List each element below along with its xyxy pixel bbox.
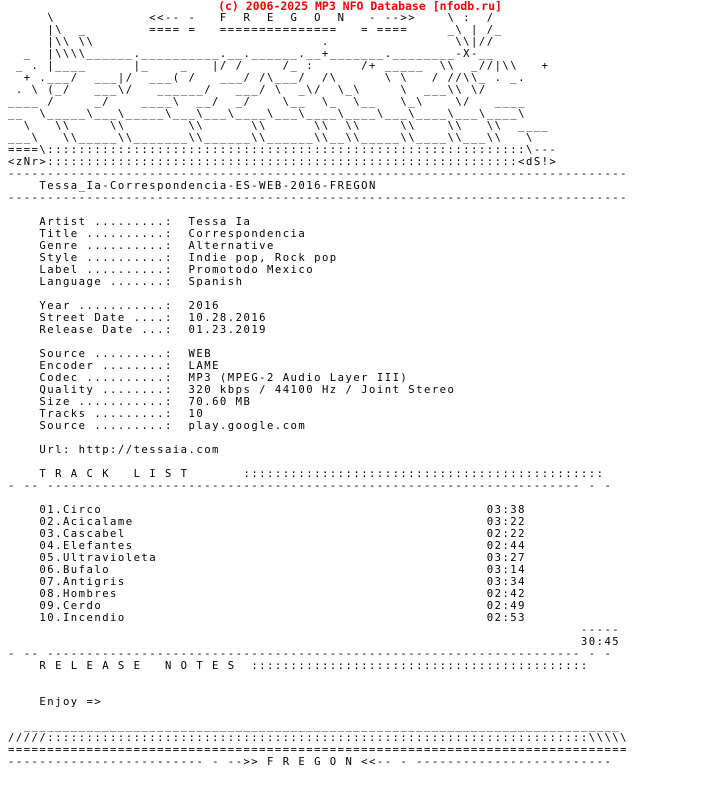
- street-date-label: Street Date ....:: [39, 312, 173, 324]
- track-name: 10.Incendio: [39, 612, 126, 624]
- track-name: 07.Antigris: [39, 576, 126, 588]
- release-notes-dots: :::::::::::::::::::::::::::::::::::::::::::: [251, 660, 589, 672]
- source2-label: Source .........:: [39, 420, 173, 432]
- ascii-art-line: \ \\ \\ \\ \\ \\ \\ \\ \\ \\ ____: [8, 120, 550, 132]
- ascii-art-line: _ |\\\\______.__________.__.______.__+_______.________-X-__: [8, 48, 495, 60]
- track-name: 05.Ultravioleta: [39, 552, 158, 564]
- divider: -------------------------------------------------------------------------------: [8, 192, 628, 204]
- street-date-value: 10.28.2016: [188, 312, 268, 324]
- track-time: 02:49: [486, 600, 527, 612]
- label-value: Promotodo Mexico: [188, 264, 315, 276]
- track-name: 03.Cascabel: [39, 528, 126, 540]
- divider: - -- -------------------------------------------------------------------- - -: [8, 648, 613, 660]
- release-name: Tessa_Ia-Correspondencia-ES-WEB-2016-FREGON: [39, 180, 377, 192]
- track-time: 03:38: [486, 504, 527, 516]
- track-name: 02.Acicalame: [39, 516, 134, 528]
- track-time: 03:27: [486, 552, 527, 564]
- ascii-art-line: <zNr>::::::::::::::::::::::::::::::::::::::::::::::::::::::::::::<dS!>: [8, 156, 558, 168]
- source-label: Source .........:: [39, 348, 173, 360]
- source2-value: play.google.com: [188, 420, 307, 432]
- size-value: 70.60 MB: [188, 396, 252, 408]
- size-label: Size ...........:: [39, 396, 173, 408]
- language-value: Spanish: [188, 276, 244, 288]
- track-time: 02:22: [486, 528, 526, 540]
- divider: -------------------------------------------------------------------------------: [8, 168, 628, 180]
- ascii-art-line: . \ (_/ ___\/ ______/ ___/ \ _\/ \_\ \ ___\\ \/: [8, 84, 487, 96]
- year-label: Year ...........:: [39, 300, 173, 312]
- source-value: WEB: [188, 348, 213, 360]
- codec-value: MP3 (MPEG-2 Audio Layer III): [188, 372, 409, 384]
- footer-left-dashes: -------------------------: [8, 756, 205, 768]
- track-time: 03:34: [486, 576, 526, 588]
- track-time: 03:14: [486, 564, 526, 576]
- footer-brand: - -->> F R E G O N <<-- -: [212, 756, 409, 768]
- footer-equals-line: ===============================================================================: [8, 744, 628, 756]
- url-line: Url: http://tessaia.com: [39, 444, 220, 456]
- ascii-art-line: ___\ \\_____\\_______\\______\\______\\__\\_____\\____\\___\\ \: [8, 132, 534, 144]
- quality-value: 320 kbps / 44100 Hz / Joint Stereo: [188, 384, 456, 396]
- track-name: 09.Cerdo: [39, 600, 103, 612]
- footer-colon-line: /////:::::::::::::::::::::::::::::::::::::::::::::::::::::::::::::::::::::\\\\\: [8, 732, 628, 744]
- footer-right-dashes: -------------------------: [416, 756, 613, 768]
- tracklist-dots: ::::::::::::::::::::::::::::::::::::::::::::::: [243, 468, 605, 480]
- track-name: 04.Elefantes: [39, 540, 134, 552]
- tracks-label: Tracks .........:: [39, 408, 173, 420]
- track-time: 02:53: [486, 612, 526, 624]
- tracks-value: 10: [188, 408, 205, 420]
- track-time: 02:42: [486, 588, 526, 600]
- footer-underscore-line: ____________________________________________________________________________: [8, 720, 621, 732]
- total-time: 30:45: [580, 636, 621, 648]
- ascii-art-line: ====\:::::::::::::::::::::::::::::::::::::::::::::::::::::::::::::\---: [8, 144, 558, 156]
- track-time: 02:44: [486, 540, 527, 552]
- release-date-label: Release Date ...:: [39, 324, 173, 336]
- genre-value: Alternative: [188, 240, 275, 252]
- ascii-art-line: __ \_____\___\_____\___\___\____\___\____\____\___\____\___\____\: [8, 108, 526, 120]
- track-time: 03:22: [486, 516, 527, 528]
- title-label: Title ..........:: [39, 228, 173, 240]
- track-name: 08.Hombres: [39, 588, 118, 600]
- track-name: 06.Bufalo: [39, 564, 111, 576]
- encoder-label: Encoder ........:: [39, 360, 173, 372]
- codec-label: Codec ..........:: [39, 372, 173, 384]
- divider: - -- -------------------------------------------------------------------- - -: [8, 480, 613, 492]
- ascii-art-line: |\\ \\ . \\|//: [8, 36, 495, 48]
- site-banner: (c) 2006-2025 MP3 NFO Database [nfodb.ru]: [218, 0, 502, 13]
- total-rule: -----: [580, 624, 621, 636]
- ascii-art-line: _ . |____ |_ _ |/ / /_ : /+ _____ \\ _//|\\ +: [8, 60, 550, 72]
- ascii-art-line: \ <<-- - F R E G O N - -->> \ : /: [8, 12, 495, 24]
- style-value: Indie pop, Rock pop: [188, 252, 338, 264]
- tracklist-heading: T R A C K L I S T: [39, 468, 189, 480]
- artist-value: Tessa Ia: [188, 216, 252, 228]
- release-date-value: 01.23.2019: [188, 324, 268, 336]
- language-label: Language .......:: [39, 276, 173, 288]
- label-label: Label ..........:: [39, 264, 173, 276]
- ascii-art-line: ____ / _/ ____\ __/ _/ \__ \_ \__ \_\ \/ ____: [8, 96, 526, 108]
- ascii-art-line: + .___/ ___|/ ___( / ___/ /\___/ /\ \ \ / //\\_ . _.: [8, 72, 526, 84]
- title-value: Correspondencia: [188, 228, 307, 240]
- artist-label: Artist .........:: [39, 216, 173, 228]
- genre-label: Genre ..........:: [39, 240, 173, 252]
- release-notes-text: Enjoy =>: [39, 696, 103, 708]
- style-label: Style ..........:: [39, 252, 173, 264]
- ascii-art-line: |\ _ ==== = =============== = ==== _\ | /_: [8, 24, 503, 36]
- year-value: 2016: [188, 300, 220, 312]
- nfo-document: [8, 12, 628, 768]
- release-notes-heading: R E L E A S E N O T E S: [39, 660, 236, 672]
- track-name: 01.Circo: [39, 504, 103, 516]
- encoder-value: LAME: [188, 360, 220, 372]
- quality-label: Quality ........:: [39, 384, 173, 396]
